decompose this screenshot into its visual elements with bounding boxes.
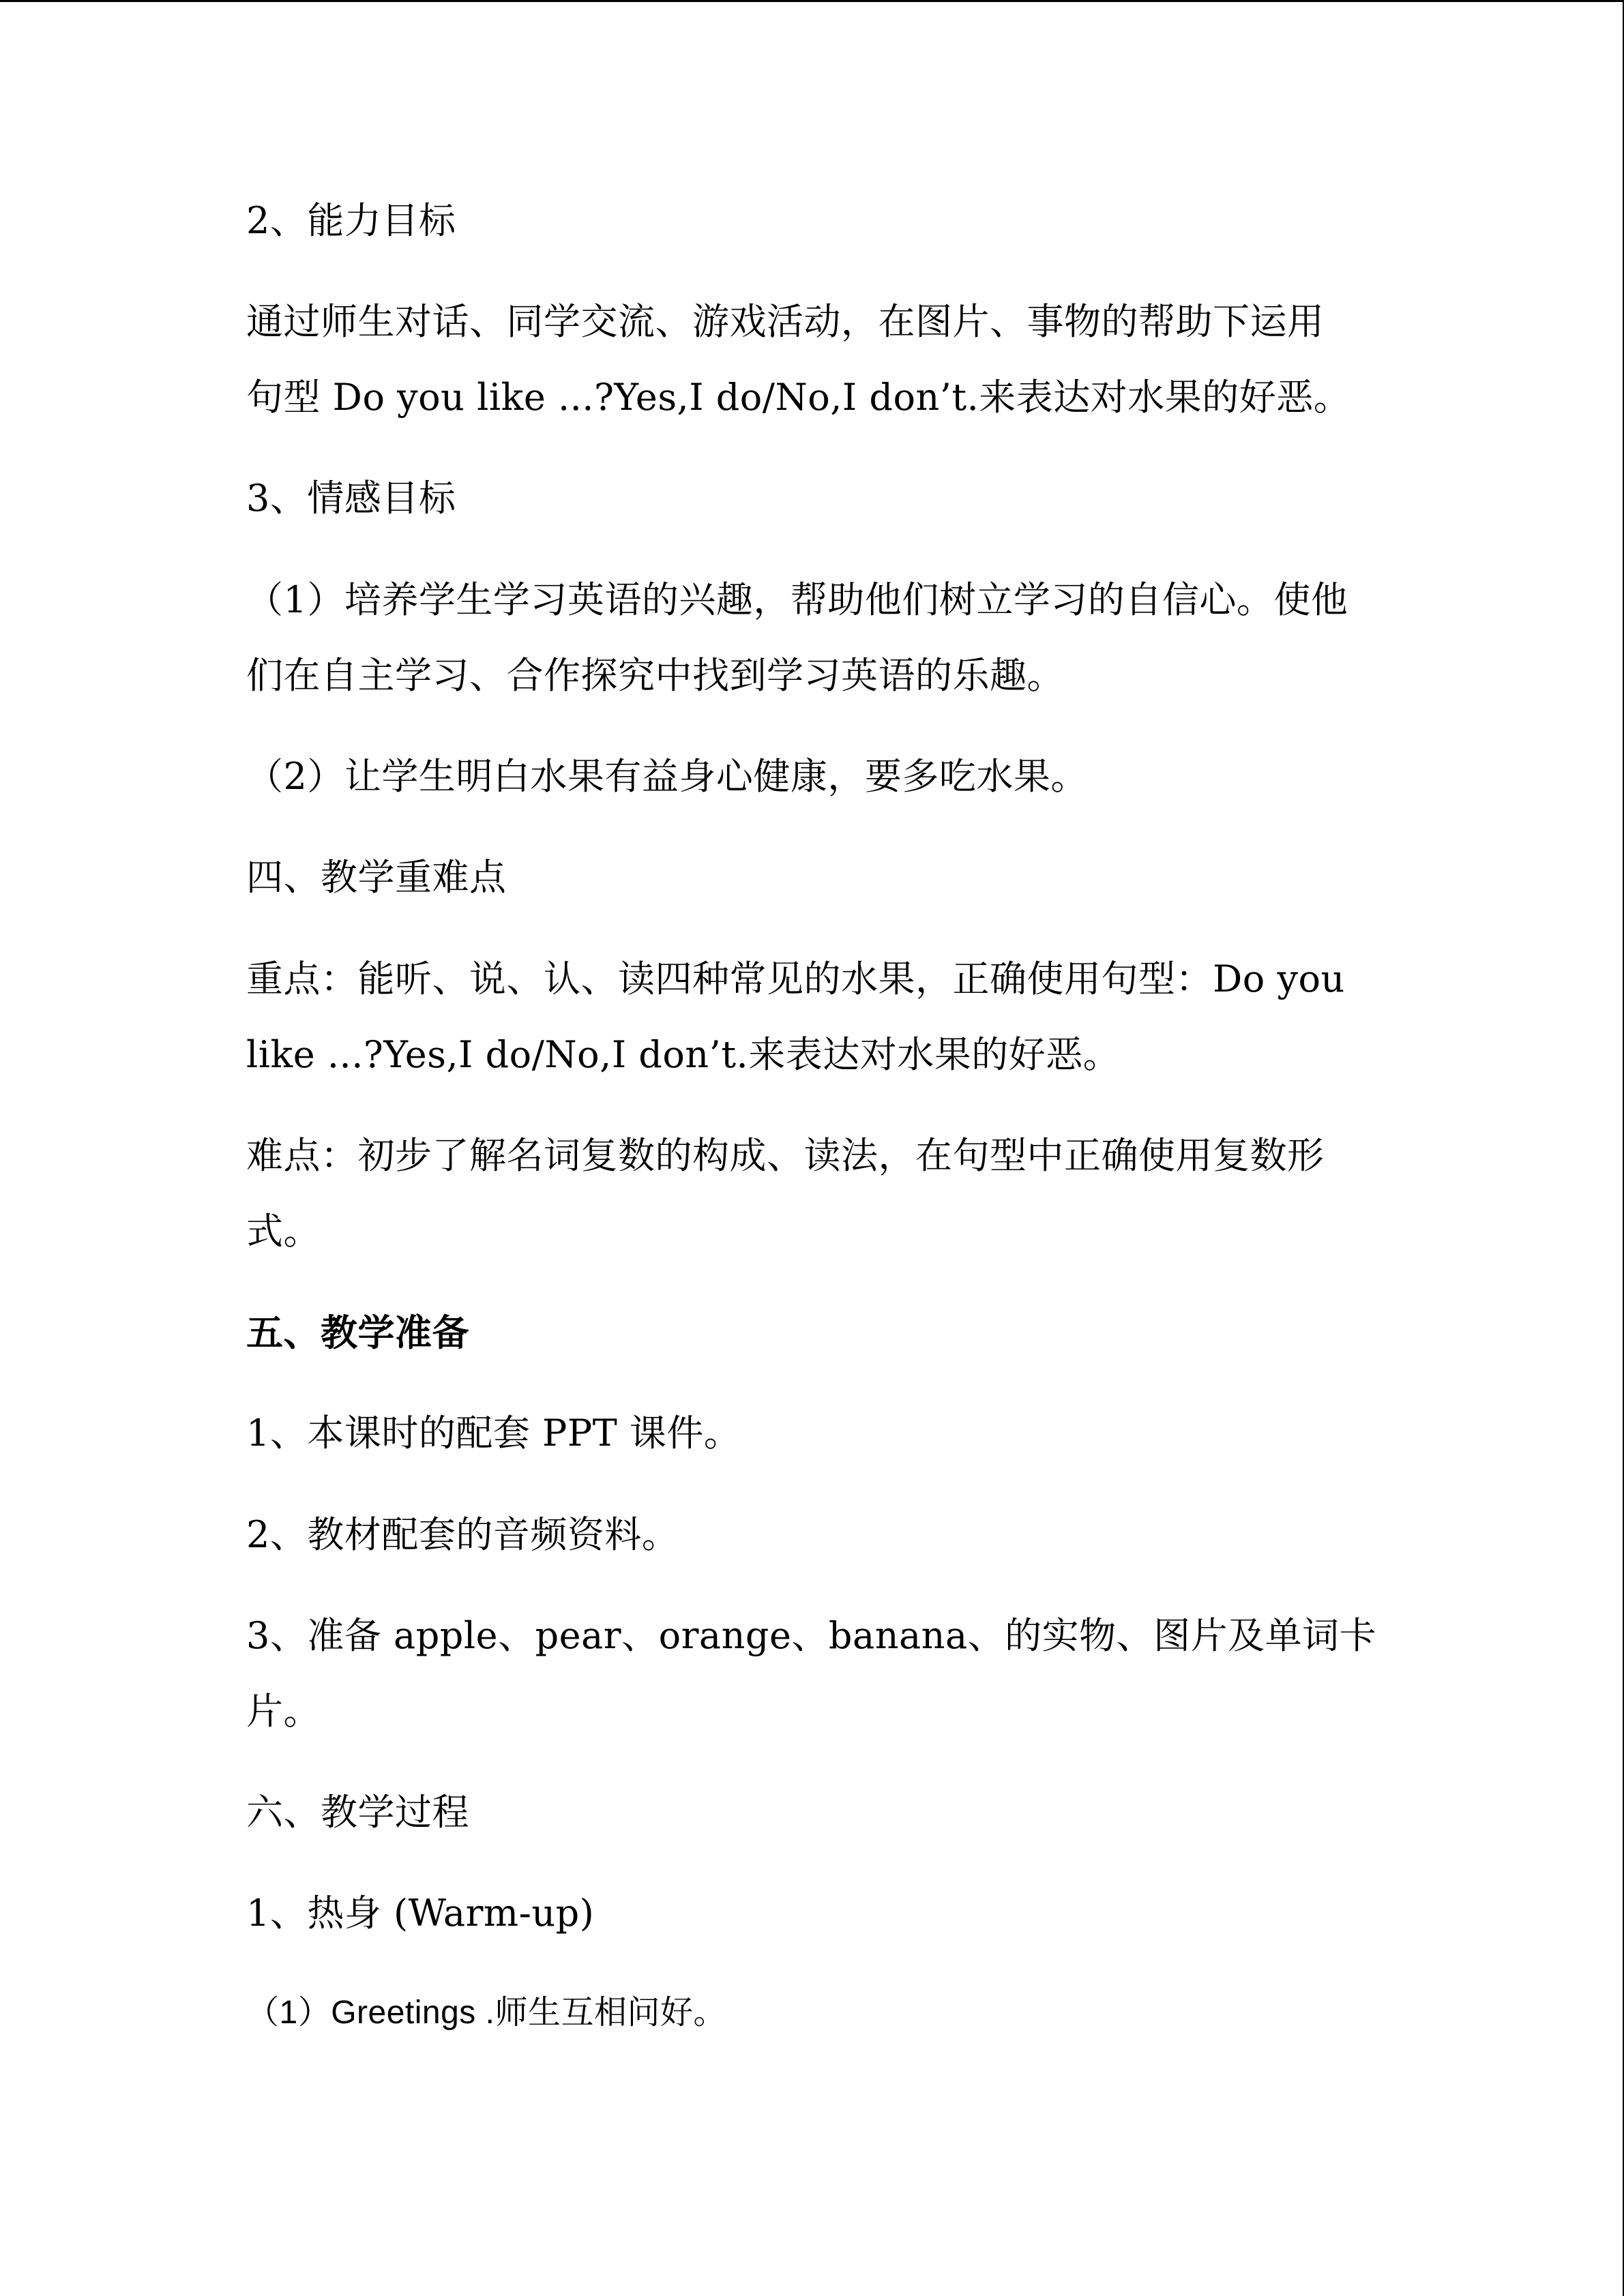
section-heading-process: 六、教学过程 — [246, 1791, 469, 1834]
heading-ability-goal: 2、能力目标 — [246, 199, 456, 242]
list-item: 2、教材配套的音频资料。 — [246, 1513, 679, 1556]
list-item: 1、本课时的配套 PPT 课件。 — [246, 1412, 741, 1455]
list-item: 3、准备 apple、pear、orange、banana、的实物、图片及单词卡 — [246, 1614, 1377, 1657]
paragraph-line: （1）培养学生学习英语的兴趣，帮助他们树立学习的自信心。使他 — [246, 578, 1348, 621]
paragraph-line: 们在自主学习、合作探究中找到学习英语的乐趣。 — [246, 654, 1064, 697]
paragraph-line: 难点：初步了解名词复数的构成、读法，在句型中正确使用复数形 — [246, 1134, 1325, 1177]
paragraph-line: 式。 — [246, 1210, 321, 1253]
paragraph-line: 重点：能听、说、认、读四种常见的水果，正确使用句型：Do you — [246, 957, 1345, 1000]
heading-emotion-goal: 3、情感目标 — [246, 477, 456, 520]
list-item-continuation: 片。 — [246, 1690, 321, 1733]
paragraph-line: 通过师生对话、同学交流、游戏活动，在图片、事物的帮助下运用 — [246, 300, 1325, 343]
section-heading-preparation: 五、教学准备 — [246, 1311, 469, 1354]
subheading-warm-up: 1、热身 (Warm-up) — [246, 1892, 595, 1935]
paragraph-line: （2）让学生明白水果有益身心健康，要多吃水果。 — [246, 755, 1088, 798]
section-heading-key-points: 四、教学重难点 — [246, 856, 507, 899]
paragraph-line: （1）Greetings .师生互相问好。 — [246, 1995, 726, 2031]
paragraph-line: like ...?Yes,I do/No,I don’t.来表达对水果的好恶。 — [246, 1033, 1121, 1076]
paragraph-line: 句型 Do you like ...?Yes,I do/No,I don’t.来表达对水果的好恶。 — [246, 376, 1351, 419]
